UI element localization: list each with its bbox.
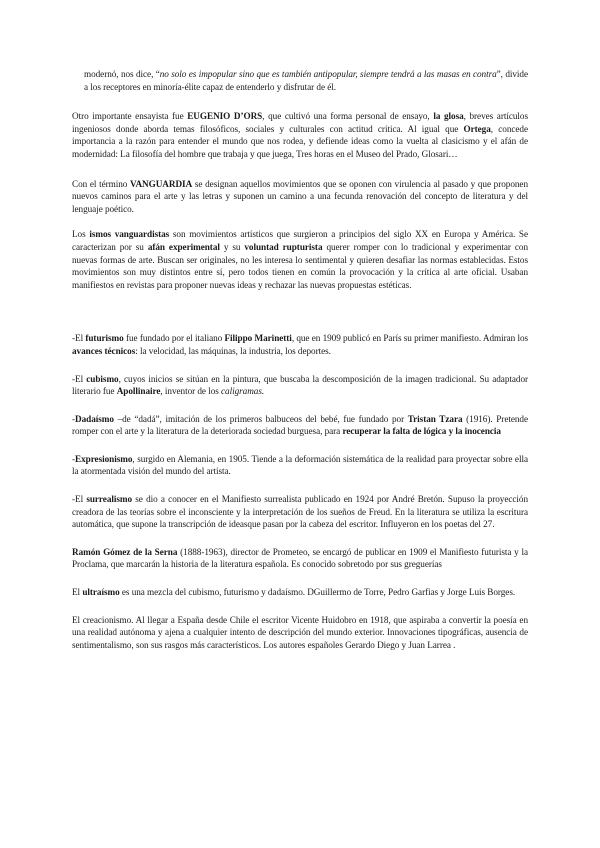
paragraph-ultraismo	[72, 586, 528, 599]
document-body	[72, 68, 528, 651]
phrase-recuperar-logica: recuperar la falta de lógica y la inocencia	[342, 426, 501, 437]
paragraph-surrealismo	[72, 493, 528, 531]
paragraph-intro	[72, 68, 528, 93]
term-ismos-vanguardistas: ismos vanguardistas	[89, 229, 170, 240]
name-filippo-marinetti: Filippo Marinetti	[224, 333, 292, 344]
text-run: se dio a conocer en el Manifiesto surrealista publicado en 1924 por André Bretón. Supuso la proyección creadora de las teorías sobre el inconsciente y la interpretación de los sueños de Freud. En la literatura se utiliza la escritura automática, que supone la transcripción de ideasque pasan por la cabeza del escritor. Influyeron en los poetas del 27.	[72, 494, 528, 530]
text-run: y su	[219, 241, 245, 252]
paragraph-cubismo	[72, 373, 528, 398]
text-run: , surgido en Alemania, en 1905. Tiende a la deformación sistemática de la realidad para proyectar sobre ella la atormentada visión del mundo del artista.	[72, 453, 528, 477]
text-run: , que en 1909 publicó en París su primer manifiesto. Admiran los	[291, 333, 529, 344]
text-run: , inventor de los	[160, 386, 222, 397]
text-run: : la velocidad, las máquinas, la industria, los deportes.	[135, 345, 331, 356]
text-run: modernó, nos dice, “	[84, 69, 160, 79]
term-vanguardia: VANGUARDIA	[130, 178, 193, 189]
quote-italic: no solo es impopular sino que es también antipopular, siempre tendrá a las masas en contra	[159, 69, 497, 79]
text-run: ”, divide a los receptores en minoría-élite capaz de entenderlo y disfrutar de él.	[84, 69, 528, 92]
text-run: El	[72, 587, 83, 598]
text-run: Con el término	[72, 178, 131, 189]
text-run: El creacionismo. Al llegar a España desde Chile el escritor Vicente Huidobro en 1918, que aspiraba a convertir la poesía en una realidad autónoma y ajena a cualquier intento de descripción del mundo exterior. Innovaciones tipográficas, ausencia de sentimentalismo, son sus rasgos más característicos. Los autores españoles Gerardo Diego y Juan Larrea .	[72, 614, 528, 650]
paragraph-dadaismo	[72, 413, 528, 438]
text-run: -El	[72, 494, 87, 505]
term-surrealismo: surrealismo	[86, 494, 133, 505]
text-run: querer romper con lo tradicional y experimentar con nuevas formas de arte. Buscan ser originales, no les interesa lo sentimental y quieren desafiar las normas establecidas. Estos movimientos son muy distintos entre sí, pero todos tienen en común la provocación y la crítica al arte oficial. Usaban manifiestos en revistas para proponer nuevas ideas y rechazar las nuevas propuestas estéticas.	[72, 241, 528, 290]
text-run: , cuyos inicios se sitúan en la pintura, que buscaba la descomposición de la imagen tradicional. Su adaptador literario fue	[72, 373, 528, 397]
name-eugenio-dors: EUGENIO D’ORS	[187, 111, 263, 122]
text-run: -El	[72, 373, 87, 384]
paragraph-vanguardia	[72, 178, 528, 216]
term-voluntad-rupturista: voluntad rupturista	[244, 241, 323, 252]
paragraph-creacionismo	[72, 614, 528, 652]
paragraph-eugenio-dors	[72, 110, 528, 160]
paragraph-futurismo	[72, 332, 528, 357]
text-run: fue fundado por el italiano	[123, 333, 225, 344]
text-run: , que cultivó una forma personal de ensayo,	[262, 111, 434, 122]
text-run: Otro importante ensayista fue	[72, 111, 188, 122]
term-futurismo: futurismo	[85, 333, 124, 344]
text-run: -	[72, 413, 76, 424]
text-run: (1916). Pretende romper con el arte y la literatura de la deteriorada sociedad burguesa, para	[72, 413, 528, 437]
text-run: -	[72, 453, 76, 464]
name-tristan-tzara: Tristan Tzara	[407, 413, 463, 424]
term-cubismo: cubismo	[86, 373, 119, 384]
text-run: Los	[72, 229, 90, 240]
text-run: (1888-1963), director de Prometeo, se encargó de publicar en 1909 el Manifiesto futurista y la Proclama, que marcarán la historia de la literatura española. Es conocido sobretodo por sus greguerías	[72, 546, 528, 570]
text-run: –de “dadá”, imitación de los primeros balbuceos del bebé, fue fundado por	[113, 413, 408, 424]
paragraph-expresionismo	[72, 453, 528, 478]
name-ramon-gomez-de-la-serna: Ramón Gómez de la Serna	[72, 546, 178, 557]
term-la-glosa: la glosa	[433, 111, 464, 122]
text-run: , concede importancia a la razón para entender el mundo que nos rodea, y defiende ideas como la vuelta al clasicismo y el afán de modernidad: La filosofía del hombre que trabaja y que juega, Tres horas en el Museo del Prado, Glosari…	[72, 123, 528, 159]
text-run: -El	[72, 333, 86, 344]
term-expresionismo: Expresionismo	[75, 453, 133, 464]
text-run: , breves artículos ingeniosos donde aborda temas filosóficos, sociales y culturales con actitud crítica. Al igual que	[72, 111, 528, 134]
name-apollinaire: Apollinaire	[116, 386, 161, 397]
name-ortega: Ortega	[463, 123, 491, 134]
term-avances-tecnicos: avances técnicos	[72, 345, 136, 356]
term-afan-experimental: afán experimental	[147, 241, 220, 252]
paragraph-gomez-de-la-serna	[72, 546, 528, 571]
term-caligramas: caligramas.	[221, 386, 265, 397]
paragraph-ismos-vanguardistas	[72, 228, 528, 291]
text-run: es una mezcla del cubismo, futurismo y dadaísmo. DGuillermo de Torre, Pedro Garfias y Jorge Luis Borges.	[119, 587, 516, 598]
text-run: se designan aquellos movimientos que se oponen con virulencia al pasado y que proponen nuevos caminos para el arte y las letras y suponen un camino a una fecunda renovación del concepto de literatura y del lenguaje poético.	[72, 178, 528, 214]
term-dadaismo: Dadaísmo	[75, 413, 114, 424]
text-run: son movimientos artísticos que surgieron a principios del siglo XX en Europa y América. Se caracterizan por su	[72, 229, 529, 252]
term-ultraismo: ultraísmo	[82, 587, 120, 598]
